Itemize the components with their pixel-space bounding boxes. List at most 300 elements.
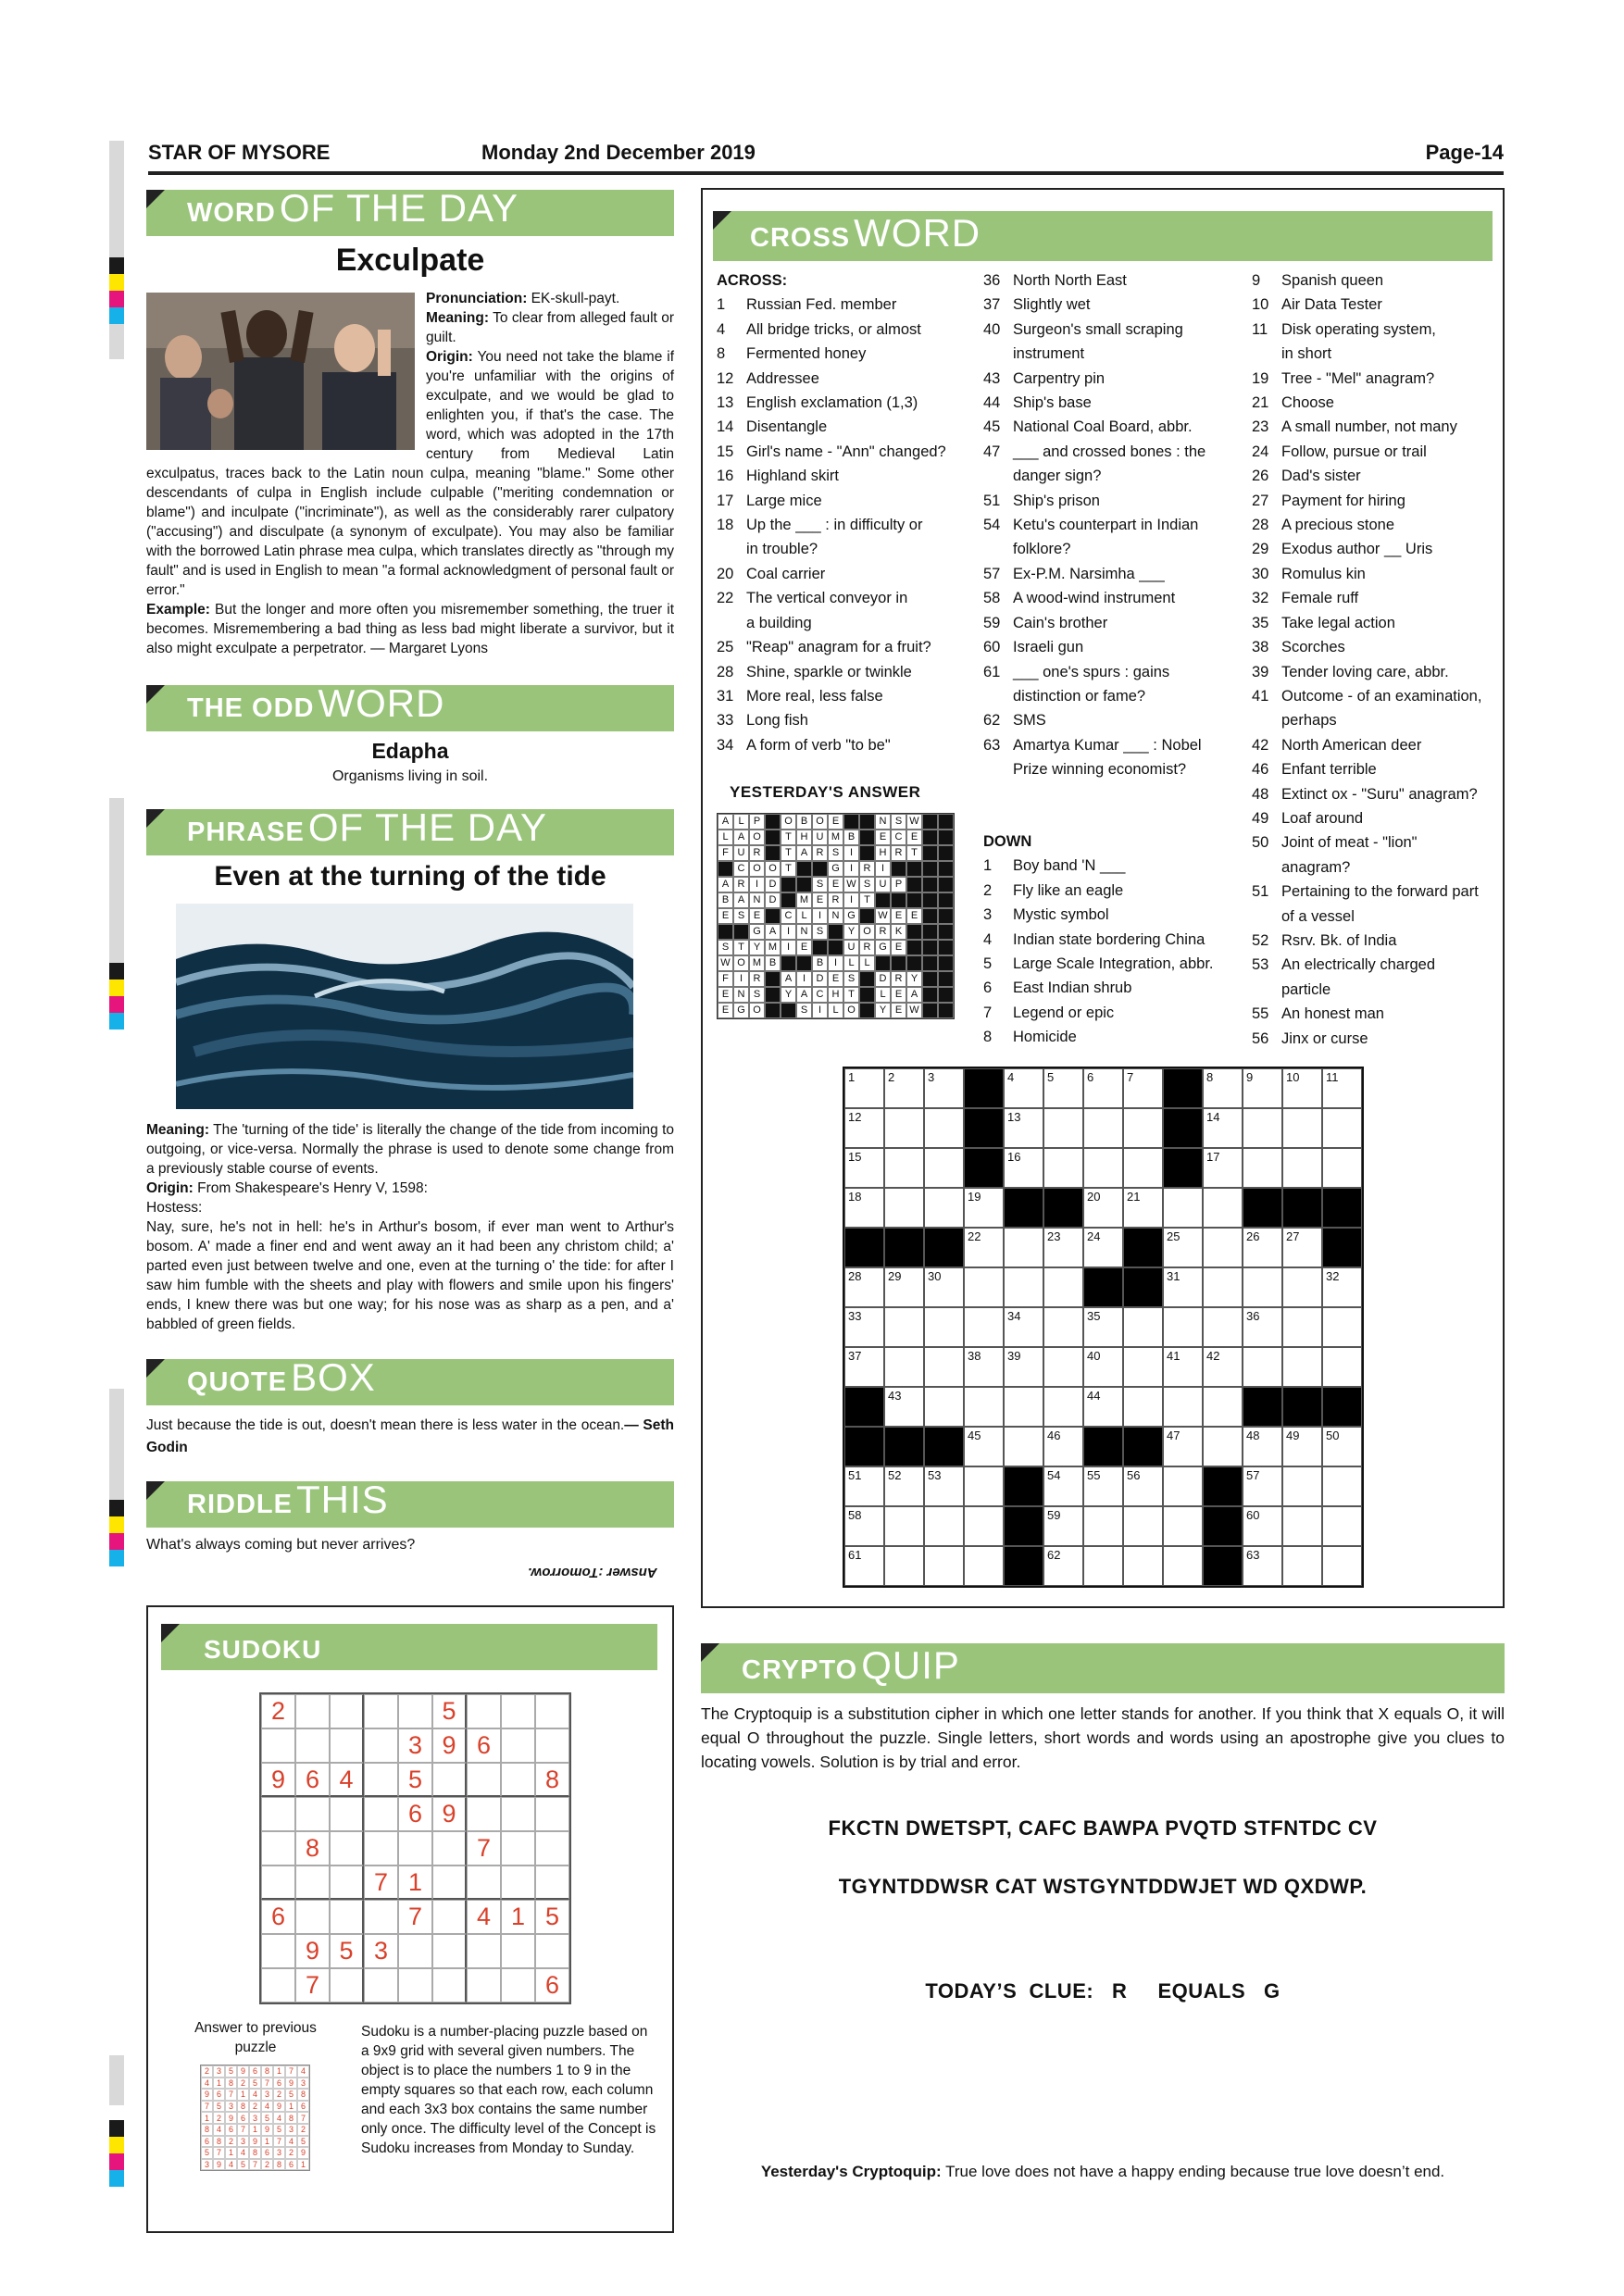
- crossword-cell[interactable]: [1203, 1387, 1243, 1427]
- sudoku-cell[interactable]: [295, 1866, 330, 1900]
- crossword-cell[interactable]: [1163, 1347, 1203, 1387]
- crossword-cell[interactable]: [1163, 1307, 1203, 1347]
- answer-cell: U: [843, 940, 859, 955]
- crossword-cell[interactable]: [1123, 1068, 1163, 1108]
- answer-cell: W: [906, 1003, 922, 1018]
- crossword-cell[interactable]: [1123, 1387, 1163, 1427]
- crossword-cell[interactable]: [1243, 1148, 1282, 1188]
- sudoku-cell[interactable]: [501, 1934, 535, 1968]
- crossword-banner: [713, 211, 1493, 261]
- sudoku-answer-cell: 6: [273, 2078, 285, 2090]
- clue-number: 15: [717, 443, 734, 460]
- crossword-cell[interactable]: [924, 1188, 964, 1228]
- crossword-cell[interactable]: [1282, 1466, 1322, 1506]
- sudoku-cell[interactable]: [364, 1728, 398, 1763]
- crossword-cell[interactable]: [964, 1267, 1004, 1307]
- sudoku-cell[interactable]: 6: [398, 1797, 432, 1831]
- crossword-cell[interactable]: [964, 1188, 1004, 1228]
- black-square: [765, 987, 781, 1003]
- crossword-cell[interactable]: [1083, 1506, 1123, 1546]
- crossword-cell[interactable]: [884, 1546, 924, 1586]
- clue-item: [1252, 293, 1498, 317]
- clue-item: [1252, 953, 1498, 977]
- crossword-cell[interactable]: [1004, 1427, 1043, 1466]
- sudoku-cell[interactable]: [330, 1866, 364, 1900]
- clue-item: [717, 635, 967, 659]
- crossword-cell[interactable]: [884, 1068, 924, 1108]
- sudoku-answer-cell: 8: [237, 2101, 249, 2113]
- sudoku-cell[interactable]: [467, 1797, 501, 1831]
- sudoku-cell[interactable]: 2: [261, 1694, 295, 1728]
- crossword-cell[interactable]: [1043, 1546, 1083, 1586]
- sudoku-cell[interactable]: 1: [398, 1866, 432, 1900]
- sudoku-cell[interactable]: [501, 1728, 535, 1763]
- color-swatch: [109, 307, 124, 324]
- sudoku-cell[interactable]: [364, 1763, 398, 1797]
- crossword-cell[interactable]: [1203, 1188, 1243, 1228]
- sudoku-cell[interactable]: [467, 1934, 501, 1968]
- cell-number: 42: [1206, 1349, 1220, 1363]
- sudoku-answer-cell: 9: [213, 2159, 225, 2171]
- sudoku-cell[interactable]: [398, 1694, 432, 1728]
- crossword-cell[interactable]: [1322, 1068, 1362, 1108]
- sudoku-cell[interactable]: [467, 1866, 501, 1900]
- crossword-cell[interactable]: [1282, 1427, 1322, 1466]
- sudoku-answer-cell: 1: [285, 2101, 297, 2113]
- clue-number: 63: [983, 736, 1001, 754]
- cryptoquip-banner: [701, 1643, 1505, 1693]
- crossword-cell[interactable]: [1322, 1427, 1362, 1466]
- crossword-cell[interactable]: [1123, 1546, 1163, 1586]
- crossword-cell[interactable]: [1163, 1228, 1203, 1267]
- sudoku-cell[interactable]: 3: [364, 1934, 398, 1968]
- down-heading: DOWN: [983, 833, 1032, 850]
- crossword-cell[interactable]: [1243, 1466, 1282, 1506]
- crossword-cell[interactable]: [1043, 1307, 1083, 1347]
- crossword-cell[interactable]: [1043, 1148, 1083, 1188]
- sudoku-cell[interactable]: [467, 1694, 501, 1728]
- cell-number: 19: [968, 1190, 981, 1204]
- sudoku-cell[interactable]: [261, 1797, 295, 1831]
- answer-cell: L: [828, 1003, 843, 1018]
- crossword-cell[interactable]: [1123, 1148, 1163, 1188]
- sudoku-cell[interactable]: [398, 1968, 432, 2003]
- crossword-cell[interactable]: [1282, 1347, 1322, 1387]
- crossword-cell[interactable]: [884, 1148, 924, 1188]
- crossword-cell[interactable]: [844, 1347, 884, 1387]
- sudoku-cell[interactable]: [295, 1900, 330, 1934]
- crossword-cell[interactable]: [1322, 1466, 1362, 1506]
- sudoku-cell[interactable]: 7: [364, 1866, 398, 1900]
- crossword-cell[interactable]: [1203, 1307, 1243, 1347]
- crossword-cell[interactable]: [964, 1307, 1004, 1347]
- crossword-cell[interactable]: [1043, 1506, 1083, 1546]
- crossword-grid[interactable]: [843, 1067, 1364, 1588]
- crossword-cell[interactable]: [1243, 1267, 1282, 1307]
- sudoku-cell[interactable]: 9: [432, 1797, 467, 1831]
- sudoku-cell[interactable]: 7: [398, 1900, 432, 1934]
- clue-text: Fly like an eagle: [1013, 881, 1124, 899]
- sudoku-cell[interactable]: [364, 1694, 398, 1728]
- answer-cell: O: [733, 955, 749, 971]
- clue-number: 11: [1252, 320, 1268, 338]
- sudoku-cell[interactable]: [364, 1968, 398, 2003]
- clue-text: North North East: [1013, 272, 1127, 289]
- sudoku-cell[interactable]: [330, 1728, 364, 1763]
- crossword-cell[interactable]: [1243, 1068, 1282, 1108]
- crossword-cell[interactable]: [1203, 1068, 1243, 1108]
- sudoku-cell[interactable]: [535, 1694, 569, 1728]
- clue-number: 18: [717, 517, 734, 534]
- crossword-cell[interactable]: [1123, 1506, 1163, 1546]
- sudoku-cell[interactable]: [364, 1797, 398, 1831]
- crossword-cell[interactable]: [964, 1466, 1004, 1506]
- crossword-cell[interactable]: [924, 1506, 964, 1546]
- crossword-cell[interactable]: [924, 1347, 964, 1387]
- crossword-cell[interactable]: [1163, 1267, 1203, 1307]
- crossword-cell[interactable]: [1123, 1466, 1163, 1506]
- crossword-cell[interactable]: [1004, 1068, 1043, 1108]
- crossword-cell[interactable]: [924, 1267, 964, 1307]
- crossword-cell[interactable]: [1203, 1228, 1243, 1267]
- banner-big-text: OF THE DAY: [279, 190, 518, 230]
- clue-text: The vertical conveyor in: [746, 590, 908, 607]
- crossword-cell[interactable]: [844, 1307, 884, 1347]
- sudoku-cell[interactable]: [261, 1728, 295, 1763]
- cell-number: 5: [1047, 1070, 1055, 1084]
- crossword-cell[interactable]: [964, 1228, 1004, 1267]
- phrase-of-day-banner: [146, 809, 674, 855]
- crossword-cell[interactable]: [1243, 1307, 1282, 1347]
- sudoku-cell[interactable]: [535, 1866, 569, 1900]
- crossword-cell[interactable]: [1322, 1108, 1362, 1148]
- black-square: [859, 1003, 875, 1018]
- crossword-cell[interactable]: [1243, 1506, 1282, 1546]
- clue-text: Pertaining to the forward part: [1281, 883, 1479, 901]
- sudoku-cell[interactable]: 3: [398, 1728, 432, 1763]
- crossword-cell[interactable]: [1322, 1307, 1362, 1347]
- clue-text: Carpentry pin: [1013, 369, 1106, 387]
- black-square: [1203, 1466, 1243, 1506]
- sudoku-cell[interactable]: [432, 1934, 467, 1968]
- crossword-cell[interactable]: [1203, 1148, 1243, 1188]
- sudoku-cell[interactable]: [535, 1934, 569, 1968]
- crossword-cell[interactable]: [924, 1546, 964, 1586]
- crossword-cell[interactable]: [1163, 1387, 1203, 1427]
- clue-item: [983, 293, 1233, 317]
- crossword-cell[interactable]: [1004, 1148, 1043, 1188]
- black-square: [922, 987, 938, 1003]
- sudoku-cell[interactable]: 7: [295, 1968, 330, 2003]
- clue-number: 39: [1252, 663, 1269, 680]
- clue-number: 42: [1252, 736, 1269, 754]
- answer-cell: I: [812, 1003, 828, 1018]
- sudoku-cell[interactable]: [467, 1763, 501, 1797]
- crossword-cell[interactable]: [1243, 1347, 1282, 1387]
- clue-number: 58: [983, 590, 1001, 607]
- sudoku-cell[interactable]: [501, 1694, 535, 1728]
- sudoku-cell[interactable]: 5: [330, 1934, 364, 1968]
- black-square: [1004, 1466, 1043, 1506]
- crossword-cell[interactable]: [1163, 1506, 1203, 1546]
- clue-number: 61: [983, 663, 1001, 680]
- clue-number: 51: [1252, 883, 1269, 901]
- crossword-cell[interactable]: [964, 1387, 1004, 1427]
- crossword-cell[interactable]: [884, 1347, 924, 1387]
- crossword-cell[interactable]: [1203, 1108, 1243, 1148]
- crossword-cell[interactable]: [1043, 1387, 1083, 1427]
- answer-cell: O: [859, 924, 875, 940]
- sudoku-cell[interactable]: [501, 1831, 535, 1866]
- crossword-cell[interactable]: [1083, 1546, 1123, 1586]
- banner-small-text: QUOTE: [187, 1367, 288, 1397]
- crossword-cell[interactable]: [844, 1506, 884, 1546]
- crossword-cell[interactable]: [1163, 1546, 1203, 1586]
- black-square: [922, 830, 938, 845]
- crossword-cell[interactable]: [1123, 1347, 1163, 1387]
- crossword-cell[interactable]: [1163, 1427, 1203, 1466]
- crossword-cell[interactable]: [1282, 1307, 1322, 1347]
- black-square: [922, 940, 938, 955]
- cell-number: 4: [1007, 1070, 1015, 1084]
- crossword-cell[interactable]: [1083, 1068, 1123, 1108]
- crossword-cell[interactable]: [1282, 1546, 1322, 1586]
- crossword-cell[interactable]: [1083, 1387, 1123, 1427]
- crossword-cell[interactable]: [1203, 1347, 1243, 1387]
- clue-number: 21: [1252, 394, 1269, 412]
- crossword-cell[interactable]: [1163, 1188, 1203, 1228]
- crossword-cell[interactable]: [1083, 1188, 1123, 1228]
- crossword-cell[interactable]: [1282, 1267, 1322, 1307]
- crossword-cell[interactable]: [844, 1267, 884, 1307]
- clue-item: [1252, 733, 1498, 757]
- black-square: [938, 877, 954, 892]
- sudoku-cell[interactable]: 9: [432, 1728, 467, 1763]
- crossword-cell[interactable]: [1004, 1347, 1043, 1387]
- sudoku-cell[interactable]: 9: [295, 1934, 330, 1968]
- crossword-cell[interactable]: [1282, 1228, 1322, 1267]
- sudoku-cell[interactable]: [261, 1866, 295, 1900]
- black-square: [938, 908, 954, 924]
- sudoku-cell[interactable]: 6: [295, 1763, 330, 1797]
- crossword-cell[interactable]: [924, 1108, 964, 1148]
- quote-body: [146, 1415, 674, 1459]
- clue-text: Payment for hiring: [1281, 492, 1405, 509]
- sudoku-cell[interactable]: [432, 1900, 467, 1934]
- crossword-cell[interactable]: [1083, 1347, 1123, 1387]
- crossword-cell[interactable]: [924, 1068, 964, 1108]
- sudoku-cell[interactable]: [535, 1797, 569, 1831]
- cell-number: 39: [1007, 1349, 1021, 1363]
- crossword-cell[interactable]: [1043, 1068, 1083, 1108]
- sudoku-cell[interactable]: [295, 1728, 330, 1763]
- crossword-cell[interactable]: [964, 1506, 1004, 1546]
- crossword-cell[interactable]: [964, 1546, 1004, 1586]
- sudoku-cell[interactable]: 6: [261, 1900, 295, 1934]
- sudoku-cell[interactable]: [501, 1866, 535, 1900]
- crossword-cell[interactable]: [1043, 1347, 1083, 1387]
- sudoku-cell[interactable]: [467, 1968, 501, 2003]
- sudoku-cell[interactable]: 1: [501, 1900, 535, 1934]
- crossword-cell[interactable]: [1322, 1506, 1362, 1546]
- sudoku-cell[interactable]: [364, 1831, 398, 1866]
- crossword-cell[interactable]: [1322, 1347, 1362, 1387]
- crossword-cell[interactable]: [1123, 1188, 1163, 1228]
- crossword-cell[interactable]: [884, 1506, 924, 1546]
- answer-cell: K: [891, 924, 906, 940]
- crossword-cell[interactable]: [844, 1546, 884, 1586]
- crossword-cell[interactable]: [1123, 1108, 1163, 1148]
- black-square: [812, 940, 828, 955]
- sudoku-cell[interactable]: [330, 1694, 364, 1728]
- sudoku-cell[interactable]: [398, 1831, 432, 1866]
- crossword-cell[interactable]: [1123, 1307, 1163, 1347]
- crossword-cell[interactable]: [1243, 1546, 1282, 1586]
- crossword-cell[interactable]: [1083, 1148, 1123, 1188]
- sudoku-cell[interactable]: 4: [467, 1900, 501, 1934]
- sudoku-cell[interactable]: 8: [535, 1763, 569, 1797]
- crossword-cell[interactable]: [1322, 1148, 1362, 1188]
- banner-big-text: OF THE DAY: [307, 809, 548, 849]
- crossword-cell[interactable]: [1004, 1267, 1043, 1307]
- crossword-cell[interactable]: [964, 1347, 1004, 1387]
- crossword-cell[interactable]: [924, 1387, 964, 1427]
- sudoku-cell[interactable]: 4: [330, 1763, 364, 1797]
- sudoku-answer-cell: 6: [297, 2101, 309, 2113]
- crossword-cell[interactable]: [1203, 1267, 1243, 1307]
- sudoku-answer-cell: 9: [273, 2101, 285, 2113]
- sudoku-cell[interactable]: [261, 1831, 295, 1866]
- sudoku-cell[interactable]: [535, 1728, 569, 1763]
- black-square: [1123, 1228, 1163, 1267]
- sudoku-cell[interactable]: 5: [398, 1763, 432, 1797]
- sudoku-cell[interactable]: 6: [467, 1728, 501, 1763]
- crossword-cell[interactable]: [1043, 1427, 1083, 1466]
- black-square: [765, 1003, 781, 1018]
- sudoku-cell[interactable]: [261, 1968, 295, 2003]
- answer-cell: S: [733, 908, 749, 924]
- sudoku-cell[interactable]: [535, 1831, 569, 1866]
- clue-number: 13: [717, 394, 734, 412]
- black-square: [1163, 1108, 1203, 1148]
- sudoku-answer-cell: 8: [213, 2136, 225, 2148]
- sudoku-cell[interactable]: [501, 1763, 535, 1797]
- answer-cell: E: [828, 814, 843, 830]
- sudoku-cell[interactable]: 6: [535, 1968, 569, 2003]
- crossword-cell[interactable]: [844, 1148, 884, 1188]
- sudoku-cell[interactable]: [501, 1797, 535, 1831]
- sudoku-cell[interactable]: 9: [261, 1763, 295, 1797]
- clue-text: Cain's brother: [1013, 614, 1108, 631]
- crossword-cell[interactable]: [1243, 1427, 1282, 1466]
- crossword-cell[interactable]: [884, 1387, 924, 1427]
- crossword-cell[interactable]: [1282, 1506, 1322, 1546]
- sudoku-cell[interactable]: 5: [535, 1900, 569, 1934]
- sudoku-cell[interactable]: 7: [467, 1831, 501, 1866]
- crossword-cell[interactable]: [1043, 1466, 1083, 1506]
- clue-text: of a vessel: [1281, 907, 1355, 925]
- crossword-cell[interactable]: [1083, 1228, 1123, 1267]
- crossword-cell[interactable]: [1322, 1546, 1362, 1586]
- sudoku-cell[interactable]: [432, 1763, 467, 1797]
- clue-number: 4: [717, 320, 726, 338]
- answer-cell: M: [828, 830, 843, 845]
- sudoku-cell[interactable]: [432, 1831, 467, 1866]
- crossword-cell[interactable]: [924, 1307, 964, 1347]
- crossword-cell[interactable]: [844, 1108, 884, 1148]
- crossword-cell[interactable]: [1004, 1387, 1043, 1427]
- sudoku-cell[interactable]: [330, 1831, 364, 1866]
- crossword-cell[interactable]: [1243, 1108, 1282, 1148]
- crossword-cell[interactable]: [844, 1068, 884, 1108]
- crossword-cell[interactable]: [1043, 1267, 1083, 1307]
- sudoku-cell[interactable]: [432, 1866, 467, 1900]
- clue-number: 36: [983, 272, 1001, 289]
- crossword-cell[interactable]: [844, 1466, 884, 1506]
- sudoku-cell[interactable]: [364, 1900, 398, 1934]
- clue-text: Rsrv. Bk. of India: [1281, 931, 1397, 949]
- crossword-cell[interactable]: [1163, 1466, 1203, 1506]
- cell-number: 57: [1246, 1468, 1260, 1482]
- crossword-cell[interactable]: [1043, 1108, 1083, 1148]
- cell-number: 59: [1047, 1508, 1061, 1522]
- clue-number: 40: [983, 320, 1001, 338]
- black-square: [859, 830, 875, 845]
- sudoku-cell[interactable]: [398, 1934, 432, 1968]
- sudoku-cell[interactable]: [432, 1968, 467, 2003]
- crossword-cell[interactable]: [1243, 1228, 1282, 1267]
- crossword-cell[interactable]: [884, 1466, 924, 1506]
- sudoku-cell[interactable]: 5: [432, 1694, 467, 1728]
- crossword-cell[interactable]: [884, 1108, 924, 1148]
- crossword-cell[interactable]: [924, 1466, 964, 1506]
- crossword-cell[interactable]: [924, 1148, 964, 1188]
- clue-number: [1252, 342, 1281, 366]
- crossword-cell[interactable]: [884, 1188, 924, 1228]
- sudoku-cell[interactable]: [261, 1934, 295, 1968]
- sudoku-cell[interactable]: [330, 1900, 364, 1934]
- crossword-cell[interactable]: [1203, 1427, 1243, 1466]
- crossword-cell[interactable]: [1083, 1108, 1123, 1148]
- crossword-cell[interactable]: [964, 1427, 1004, 1466]
- clue-number: 35: [1252, 614, 1269, 631]
- answer-cell: I: [781, 940, 796, 955]
- crossword-cell[interactable]: [1004, 1228, 1043, 1267]
- crossword-cell[interactable]: [1004, 1307, 1043, 1347]
- sudoku-grid[interactable]: [259, 1692, 571, 2004]
- crossword-cell[interactable]: [884, 1267, 924, 1307]
- sudoku-cell[interactable]: [330, 1968, 364, 2003]
- crossword-cell[interactable]: [1282, 1108, 1322, 1148]
- sudoku-answer-cell: 7: [273, 2136, 285, 2148]
- sudoku-answer-cell: 9: [225, 2112, 237, 2124]
- crossword-cell[interactable]: [1083, 1466, 1123, 1506]
- sudoku-cell[interactable]: [295, 1797, 330, 1831]
- crossword-cell[interactable]: [884, 1307, 924, 1347]
- crossword-cell[interactable]: [844, 1188, 884, 1228]
- crossword-cell[interactable]: [1282, 1148, 1322, 1188]
- crossword-cell[interactable]: [1043, 1228, 1083, 1267]
- crossword-cell[interactable]: [1083, 1307, 1123, 1347]
- sudoku-cell[interactable]: [295, 1694, 330, 1728]
- black-square: [891, 861, 906, 877]
- sudoku-cell[interactable]: [330, 1797, 364, 1831]
- crossword-cell[interactable]: [1004, 1108, 1043, 1148]
- sudoku-cell[interactable]: [501, 1968, 535, 2003]
- crossword-cell[interactable]: [1282, 1068, 1322, 1108]
- crossword-cell[interactable]: [1322, 1267, 1362, 1307]
- sudoku-cell[interactable]: 8: [295, 1831, 330, 1866]
